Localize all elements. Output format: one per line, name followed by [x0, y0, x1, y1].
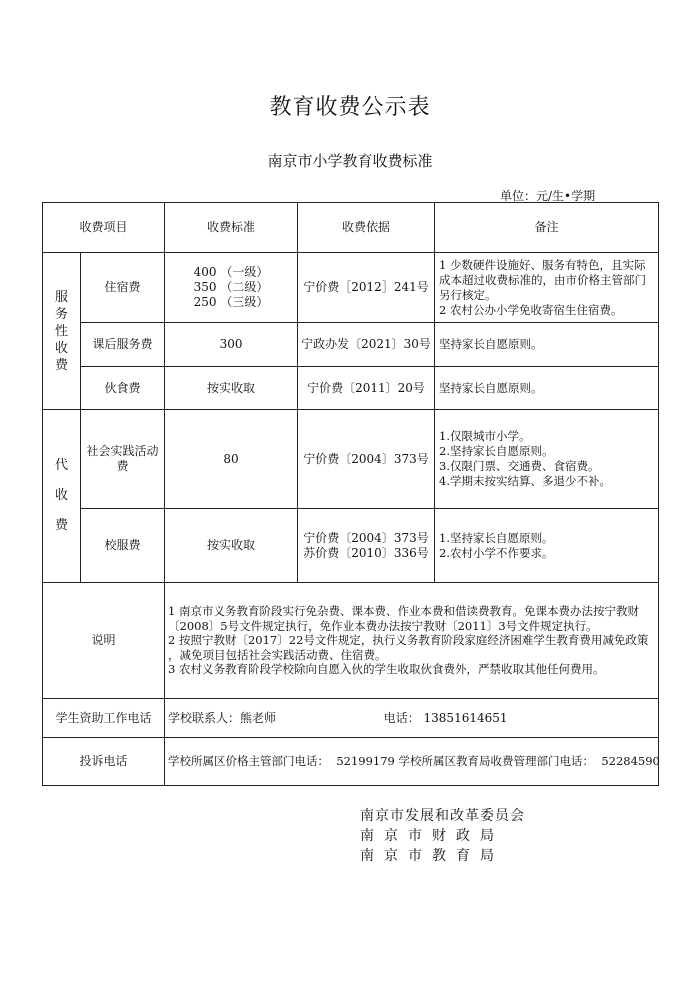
basis-uniform: [298, 509, 435, 583]
explanation-line: 〔2008〕5号文件规定执行，免作业本费办法按宁教财〔2011〕3号文件规定执行。: [168, 618, 598, 633]
table-row: [43, 509, 659, 583]
remark-social: [435, 410, 659, 509]
standard-uniform: 按实收取: [165, 509, 298, 583]
aid-label: 学生资助工作电话: [43, 699, 165, 738]
remark-line: 2 农村公办小学免收寄宿生住宿费。: [439, 302, 623, 317]
header-remark: 备注: [435, 203, 659, 253]
explanation-text: [165, 583, 659, 699]
aid-info: [165, 699, 659, 738]
standard-accommodation: [165, 253, 298, 323]
basis-afterschool: 宁政办发〔2021〕30号: [298, 323, 435, 367]
group-collect-label: [43, 410, 81, 583]
header-standard: 收费标准: [165, 203, 298, 253]
group-service-label: [43, 253, 81, 410]
complaint-info: 学校所属区价格主管部门电话： 52199179 学校所属区教育局收费管理部门电话： 52284590: [165, 738, 659, 786]
basis-meals: 宁价费〔2011〕20号: [298, 367, 435, 410]
standard-level-3: 250 （三级）: [193, 295, 269, 309]
table-row: [43, 738, 659, 786]
standard-level-2: 350 （二级）: [193, 280, 269, 294]
page-title: 教育收费公示表: [269, 95, 431, 120]
remark-line: 2.农村小学不作要求。: [439, 545, 554, 560]
signature-finance: 南京市财政局: [360, 828, 504, 844]
header-basis: 收费依据: [298, 203, 435, 253]
standard-social: 80: [165, 410, 298, 509]
basis-line: 宁价费〔2004〕373号: [303, 530, 429, 545]
remark-accommodation: [435, 253, 659, 323]
remark-line: 4.学期末按实结算、多退少不补。: [439, 474, 611, 488]
remark-afterschool: 坚持家长自愿原则。: [435, 323, 659, 367]
table-row: [43, 699, 659, 738]
basis-accommodation: 宁价费［2012］241号: [298, 253, 435, 323]
remark-uniform: [435, 509, 659, 583]
explanation-line: ，减免项目包括社会实践活动费、住宿费。: [168, 647, 387, 662]
header-item: 收费项目: [43, 203, 165, 253]
remark-line: 1.坚持家长自愿原则。: [439, 530, 554, 545]
unit-label: 单位：元/生•学期: [500, 189, 596, 203]
item-afterschool: 课后服务费: [81, 323, 165, 367]
group-service-text: 服务性收费: [54, 289, 68, 373]
aid-phone: 13851614651: [423, 710, 508, 725]
explanation-line: 3 农村义务教育阶段学校除向自愿入伙的学生收取伙食费外，严禁收取其他任何费用。: [168, 662, 605, 677]
remark-meals: 坚持家长自愿原则。: [435, 367, 659, 410]
table-row: [43, 583, 659, 699]
basis-line: 苏价费〔2010〕336号: [303, 545, 429, 560]
remark-line: 3.仅限门票、交通费、食宿费。: [439, 459, 600, 473]
explanation-label: 说明: [43, 583, 165, 699]
table-row: [43, 253, 659, 323]
standard-afterschool: 300: [165, 323, 298, 367]
group-collect-text: 代收费: [54, 458, 68, 533]
explanation-line: 2 按照宁教财〔2017〕22号文件规定，执行义务教育阶段家庭经济困难学生教育费用减免政策: [168, 633, 649, 648]
remark-line: 1.仅限城市小学。: [439, 429, 531, 443]
standard-level-1: 400 （一级）: [193, 265, 269, 279]
signature-block: [360, 806, 525, 866]
item-accommodation: 住宿费: [81, 253, 165, 323]
signature-education: 南京市教育局: [360, 848, 504, 864]
fee-table: [42, 202, 659, 786]
table-row: [43, 323, 659, 367]
table-row: [43, 410, 659, 509]
item-social: 社会实践活动费: [81, 410, 165, 509]
explanation-line: 1 南京市义务教育阶段实行免杂费、课本费、作业本费和借读费教育。免课本费办法按宁教财: [168, 604, 639, 619]
basis-social: 宁价费〔2004〕373号: [298, 410, 435, 509]
table-row: [43, 367, 659, 410]
standard-meals: 按实收取: [165, 367, 298, 410]
remark-line: 2.坚持家长自愿原则。: [439, 444, 554, 458]
item-uniform: 校服费: [81, 509, 165, 583]
page-subtitle: 南京市小学教育收费标准: [267, 152, 433, 170]
signature-ndrc: 南京市发展和改革委员会: [360, 808, 525, 824]
aid-contact: 学校联系人：熊老师: [168, 710, 277, 725]
table-header-row: [43, 203, 659, 253]
aid-phone-label: 电话：: [383, 710, 420, 725]
complaint-label: 投诉电话: [43, 738, 165, 786]
item-meals: 伙食费: [81, 367, 165, 410]
remark-line: 1 少数硬件设施好、服务有特色，且实际成本超过收费标准的，由市价格主管部门另行核定。: [439, 257, 647, 302]
